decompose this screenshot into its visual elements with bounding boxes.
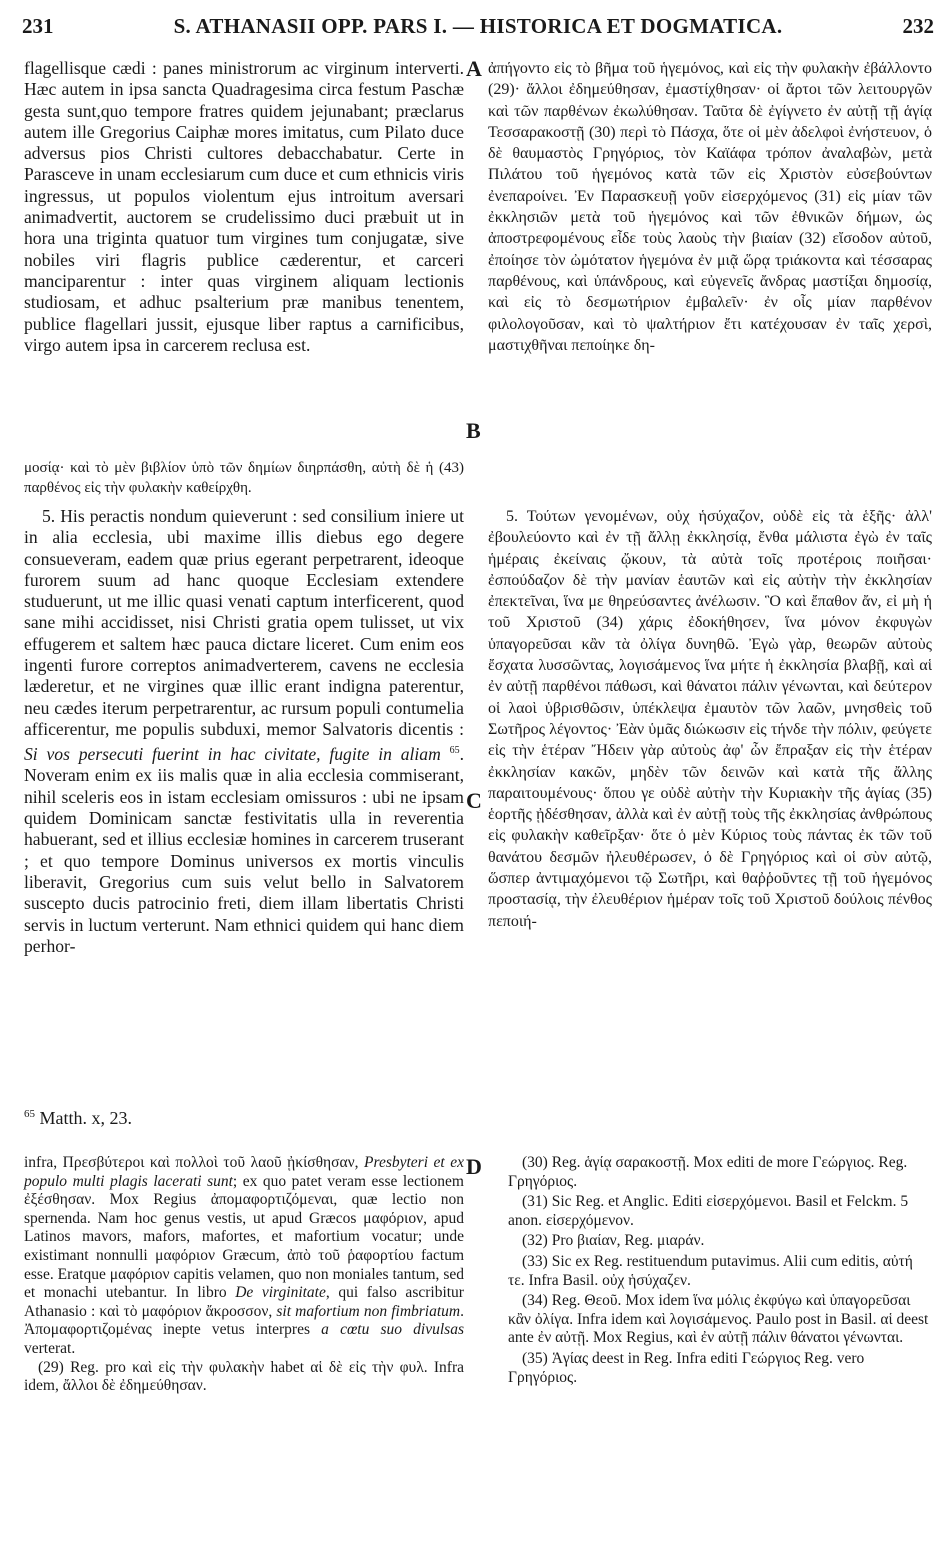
note-text-a: infra, Πρεσβύτεροι καὶ πολλοὶ τοῦ λαοῦ ᾐκίσθησαν, [24,1154,365,1171]
running-title: S. ATHANASII OPP. PARS I. — HISTORICA ET DOGMATICA. [173,14,783,38]
footnote-ref: 65 [449,745,460,757]
greek-paragraph-2 [488,506,932,932]
latin-paragraph-1 [24,58,464,356]
latin-paragraph-2 [24,506,464,957]
note-29: (29) Reg. pro καὶ εἰς τὴν φυλακὴν habet αἱ δὲ εἰς τὴν φυλ. Infra idem, ἄλλοι δὲ ἐδημεύθησαν. [24,1358,464,1395]
note-32: (32) Pro βιαίαν, Reg. μιαράν. [522,1232,705,1250]
latin-text-1: flagellisque cædi : panes ministrorum ac virginum interverti. Hæc autem in ipsa sancta Quadragesima circa festum Paschæ gesta sunt,quo tempore fratres quidem jejunabant; præclarus autem ille Gregorius Caiphæ mores imitatus, cum Pilato duce adversus pios Christi cultores debacchabatur. Certe in Parasceve in unam ecclesiarum cum duce et cum ethnicis viris ingressus, ut populos violentum ejus introitum aversari animadvertit, auctorem se crudelissimo duci præbuit ut in hora una triginta quatuor tum virgines tum conjugatæ, sive nobiles viri flagris publice cæderentur, et carceri manciparentur : inter quas virginem aliquam lectionis studiosam, et adhuc psalterium præ manibus tenentem, publice flagellari jussit, ejusque liber raptus a carnificibus, virgo autem ipsa in carcerem reclusa est. [24,58,464,355]
note-33: (33) Sic ex Reg. restituendum putavimus. Alii cum editis, αὐτή τε. Infra Basil. οὐχ ἡσύχαζεν. [508,1252,913,1289]
note-continuation [24,1154,464,1359]
note-text-e: verterat. [24,1339,76,1357]
latin-text-2a: 5. His peractis nondum quieverunt : sed consilium iniere ut in alia ecclesia, ubi maxime illis diebus ego degere consueveram, eadem quæ prius egerant perpetrarent, ideoque furorem suum ad hanc quoque Ecclesiam extendere studuerunt, ut me illic quasi venati captum interficerent, quod sane mihi accidisset, nisi Christi gratia opem tulisset, ut vix effugerem et saltem hæc pauca dictare liceret. Cum enim eos ingenti furore correptos animadverterem, cavens ne ecclesia læderetur, et ne virgines quæ illic erant indigna paterentur, neu cædes iterum perpetrarentur, ac rursum populi contumelia afficerentur, me populis subduxi, memor Salvatoris dicentis : [24,506,464,739]
greek-carryover-text: μοσίᾳ· καὶ τὸ μὲν βιβλίον ὑπὸ τῶν δημίων διηρπάσθη, αὐτὴ δὲ ἡ (43) παρθένος εἰς τὴν φυλακὴν καθείρχθη. [24,460,464,496]
note-text-b: ; ex quo patet veram esse lectionem ἐξέσθησαν. Mox Regius ἀπομαφορτιζόμεναι, quæ lectio non spernenda. Nam hoc genus vestis, ut apud Græcos μαφόριον, apud Latinos mavors, mafors, mafortes, et mafortium vocatur; unde existimant nonnulli μαφόριον Græcum, ἀπὸ τοῦ ῥαφορτίου factum esse. Eratque μαφόριον capitis velamen, quo non moniales tantum, sed et monachi utebantur. In libro [24,1172,464,1302]
greek-paragraph-1 [488,58,932,356]
note-35: (35) Ἁγίας deest in Reg. Infra editi Γεώργιος Reg. vero Γρηγόριος. [508,1349,865,1386]
margin-marker-d: D [466,1154,482,1179]
greek-text-2: 5. Τούτων γενομένων, οὐχ ἡσύχαζον, οὐδὲ εἰς τὰ ἑξῆς· ἀλλ' ἐβουλεύοντο καὶ ἐν τῇ ἄλλῃ ἐκκλησίᾳ, ἔνθα μάλιστα ἐγὼ ἐν ταῖς ἡμέραις ἐκείναις ᾤκουν, τὰ αὐτὰ τοῖς προτέροις ποιῆσαι· ἐσπούδαζον δὲ τὴν μανίαν ἑαυτῶν καὶ εἰς αὐτὴν τὴν ἐκκλησίαν ἐπεκτεῖναι, ἵνα με θηρεύσαντες ἀνέλωσιν. Ὃ καὶ ἔπαθον ἄν, εἰ μὴ ἡ τοῦ Χριστοῦ (34) χάρις ἐδοκήθησεν, ἵνα μόνον ἐκφυγὼν ὑπαγορεῦσαι κἂν τὰ ὀλίγα δυνηθῶ. Ἐγὼ γὰρ, θεωρῶν αὐτοὺς ἔσχατα λυσσῶντας, λογισάμενος ἵνα μήτε ἡ ἐκκλησία βλαβῇ, καὶ αἱ ἐν αὐτῇ παρθένοι πάθωσι, καὶ θάνατοι πάλιν γένωνται, καὶ δεύτερον οἱ λαοὶ ὑβρισθῶσιν, ὑπέκλεψα ἐμαυτὸν τῶν λαῶν, μνησθεὶς τοῦ Σωτῆρος λέγοντος· Ἐὰν ὑμᾶς διώκωσιν εἰς τήνδε τὴν πόλιν, φεύγετε εἰς τὴν ἑτέραν Ἤδειν γὰρ αὐτοὺς ἀφ' ὧν ἔπραξαν εἰς τὴν ἑτέραν ἐκκλησίαν κακῶν, μηδὲν τῶν δεινῶν καὶ κατὰ τῆς ἄλλης παραιτουμένους· ὅπου γε οὐδὲ αὐτὴν τὴν Κυριακὴν τῆς ἁγίας (35) ἑορτῆς ᾐδέσθησαν, ἀλλὰ καὶ ἐν αὐτῇ τοὺς τῆς ἐκκλησίας ἀνθρώπους εἰς φυλακὴν καθεῖρξαν· ὅτε ὁ μὲν Κύριος τοὺς πάντας ἐκ τῶν τοῦ θανάτου δεσμῶν ἠλευθέρωσεν, ὁ δὲ Γρηγόριος καὶ οἱ σὺν αὐτῷ, ὥσπερ ἀντιμαχόμενοι τῷ Σωτῆρι, καὶ θαῤῥοῦντες τῇ τοῦ ἡγεμόνος προστασίᾳ, τὴν ἐλευθέριον ἡμέραν τοῖς τοῦ Χριστοῦ δούλοις πένθος πεποιή- [488,508,932,930]
greek-carryover [24,458,464,498]
footnote [24,1108,132,1129]
latin-text-2b: . Noveram enim ex iis malis quæ in alia ecclesia commiserant, nihil sceleris eos in istam ecclesiam omissuros : ubi ne ipsam quidem Dominicam sanctæ festivitatis ulla in reverentia habuerant, sed et illius ecclesiæ homines in carcerem truserant ; et quo tempore Dominus universos ex mortis vinculis liberavit, Gregorius cum suis velut bello in Salvatorem suscepto ducis patrocinio freti, diem illam libertatis Christi servis in luctum verterunt. Nam ethnici quidem qui hanc diem perhor- [24,744,464,956]
note-italic-4: a cœtu suo divulsas [321,1321,464,1339]
note-italic-1: Presbyteri et ex populo multi plagis lacerati sunt [24,1154,464,1190]
footnote-text: Matth. x, 23. [39,1108,132,1128]
notes-right [508,1154,932,1389]
margin-marker-b: B [466,418,481,443]
page-header [22,14,934,42]
margin-marker-c: C [466,788,482,813]
margin-marker-a: A [466,56,482,81]
page-number-left: 231 [22,14,54,38]
note-text-d: . Ἀπομαφορτιζομένας inepte vetus interpres [24,1302,464,1339]
note-30: (30) Reg. ἁγίᾳ σαρακοστῇ. Mox editi de more Γεώργιος. Reg. Γρηγόριος. [508,1154,908,1190]
note-31: (31) Sic Reg. et Anglic. Editi εἰσερχόμενοι. Basil et Felckm. 5 anon. εἰσερχόμενον. [508,1193,909,1229]
note-italic-3: sit mafortium non fimbriatum [276,1302,461,1320]
footnote-number: 65 [24,1108,35,1120]
note-italic-2: De virginitate [235,1284,326,1302]
latin-text-2 [24,506,464,957]
scripture-quote: Si vos persecuti fuerint in hac civitate, fugite in aliam [24,744,441,765]
greek-text-1: ἀπήγοντο εἰς τὸ βῆμα τοῦ ἡγεμόνος, καὶ εἰς τὴν φυλακὴν ἐβάλλοντο (29)· ἄλλοι ἐδημεύθησαν, ἐμαστίχθησαν· οἱ ἄρτοι τῶν λειτουργῶν καὶ τῶν παρθένων ἐκωλύθησαν. Ταῦτα δὲ ἐγίγνετο ἐν αὐτῇ τῇ ἁγίᾳ Τεσσαρακοστῇ (30) περὶ τὸ Πάσχα, ὅτε οἱ μὲν ἀδελφοὶ ἐνήστευον, ὁ δὲ θαυμαστὸς Γρηγόριος, τὸν Καϊάφα τρόπον ἀναλαβὼν, μετὰ Πιλάτου τοῦ ἡγεμόνος κατὰ τῶν εἰς Χριστὸν εὐσεβούντων ἐνεπαροίνει. Ἐν Παρασκευῇ γοῦν εἰσερχόμενος (31) εἰς μίαν τῶν ἐκκλησιῶν μετὰ τοῦ ἡγεμόνος καὶ τῶν ἐθνικῶν δήμων, ὡς ἀποστρεφομένους εἶδε τοὺς λαοὺς τὴν βιαίαν (32) εἴσοδον αὐτοῦ, ἐποίησε τὸν ὠμότατον ἡγεμόνα ἐν μιᾷ ὥρᾳ τριάκοντα καὶ τέσσαρας παρθένους, καὶ ὑπάνδρους, καὶ εὐγενεῖς ἄνδρας μαστίξαι δημοσίᾳ, καὶ εἰς τὸ δεσμωτήριον ἐμβαλεῖν· ἐν οἷς μίαν παρθένον φιλολογοῦσαν, καὶ τὸ ψαλτήριον ἔτι κατέχουσαν ἐν ταῖς χερσὶ, μαστιχθῆναι πεποίηκε δη- [488,60,932,354]
notes-left [24,1154,464,1396]
page-number-right: 232 [902,14,934,38]
note-34: (34) Reg. Θεοῦ. Mox idem ἵνα μόλις ἐκφύγω καὶ ὑπαγορεῦσαι κἂν ὀλίγα. Infra idem καὶ λογισάμενος. Paulo post in Basil. αἱ deest ante ἐν αὐτῇ. Mox Regius, καὶ ἐν αὐτῇ πάλιν θάνατοι γένωνται. [508,1292,929,1347]
note-text-c: , qui falso ascribitur Athanasio : καὶ τὸ μαφόριον ἄκροσσον, [24,1284,464,1320]
